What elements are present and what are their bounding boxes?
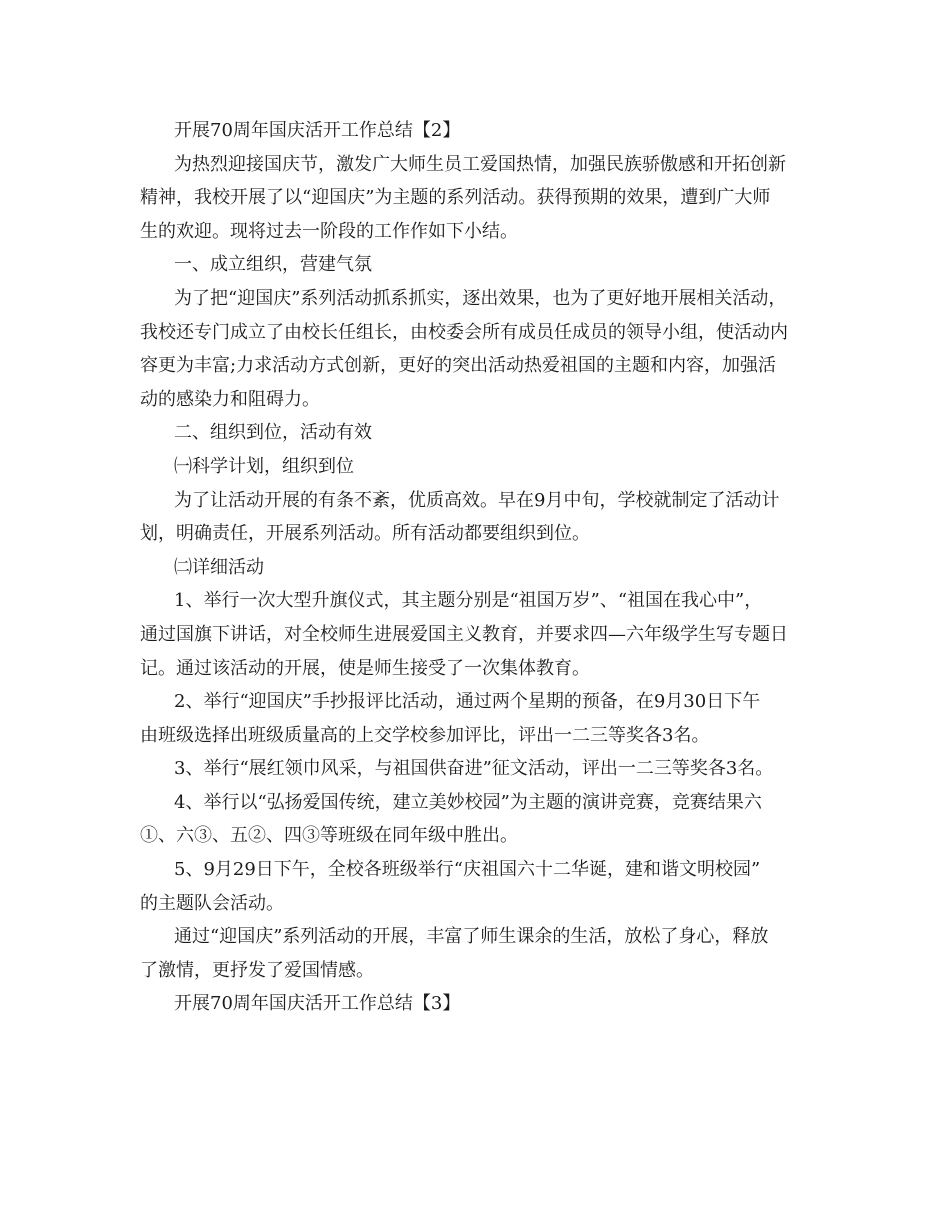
paragraph-line: 生的欢迎。现将过去一阶段的工作作如下小结。 (140, 220, 518, 242)
paragraph-line: 我校还专门成立了由校长任组长，由校委会所有成员任成员的领导小组，使活动内 (140, 321, 788, 343)
paragraph-line: 通过“迎国庆”系列活动的开展，丰富了师生课余的生活，放松了身心，释放 (174, 926, 769, 948)
section-heading: 开展70周年国庆活开工作总结【2】 (174, 120, 461, 141)
paragraph-line: 精神，我校开展了以“迎国庆”为主题的系列活动。获得预期的效果，遭到广大师 (140, 187, 771, 209)
list-item-line: 通过国旗下讲话，对全校师生进展爱国主义教育，并要求四—六年级学生写专题日 (140, 623, 788, 645)
list-item-line: 的主题队会活动。 (140, 892, 284, 914)
subsection-heading: 二、组织到位，活动有效 (174, 422, 372, 444)
paragraph-line: 为了把“迎国庆”系列活动抓系抓实，逐出效果，也为了更好地开展相关活动， (174, 287, 787, 309)
paragraph-line: 为了让活动开展的有条不紊，优质高效。早在9月中旬，学校就制定了活动计 (174, 489, 780, 511)
list-item-line: 4、举行以“弘扬爱国传统，建立美妙校园”为主题的演讲竞赛，竞赛结果六 (174, 791, 762, 813)
list-item-line: 3、举行“展红领巾风采，与祖国供奋进”征文活动，评出一二三等奖各3名。 (174, 758, 774, 780)
list-item-line: 由班级选择出班级质量高的上交学校参加评比，评出一二三等奖各3名。 (140, 724, 710, 746)
sub-heading: ㈠科学计划，组织到位 (174, 455, 354, 477)
paragraph-line: 划，明确责任，开展系列活动。所有活动都要组织到位。 (140, 523, 590, 545)
list-item-line: 1、举行一次大型升旗仪式，其主题分别是“祖国万岁”、“祖国在我心中”， (174, 590, 763, 612)
document-page (140, 114, 812, 1021)
sub-heading: ㈡详细活动 (174, 556, 264, 578)
paragraph-line: 了激情，更抒发了爱国情感。 (140, 959, 374, 981)
list-item-line: ①、六③、五②、四③等班级在同年级中胜出。 (140, 825, 518, 847)
list-item-line: 5、9月29日下午，全校各班级举行“庆祖国六十二华诞，建和谐文明校园” (174, 859, 761, 881)
paragraph-line: 容更为丰富;力求活动方式创新，更好的突出活动热爱祖国的主题和内容，加强活 (140, 355, 777, 377)
paragraph-line: 动的感染力和阻碍力。 (140, 388, 320, 410)
subsection-heading: 一、成立组织，营建气氛 (174, 254, 372, 276)
section-heading: 开展70周年国庆活开工作总结【3】 (174, 993, 461, 1015)
list-item-line: 2、举行“迎国庆”手抄报评比活动，通过两个星期的预备，在9月30日下午 (174, 691, 761, 713)
paragraph-line: 为热烈迎接国庆节，激发广大师生员工爱国热情，加强民族骄傲感和开拓创新 (174, 153, 786, 175)
list-item-line: 记。通过该活动的开展，使是师生接受了一次集体教育。 (140, 657, 590, 679)
